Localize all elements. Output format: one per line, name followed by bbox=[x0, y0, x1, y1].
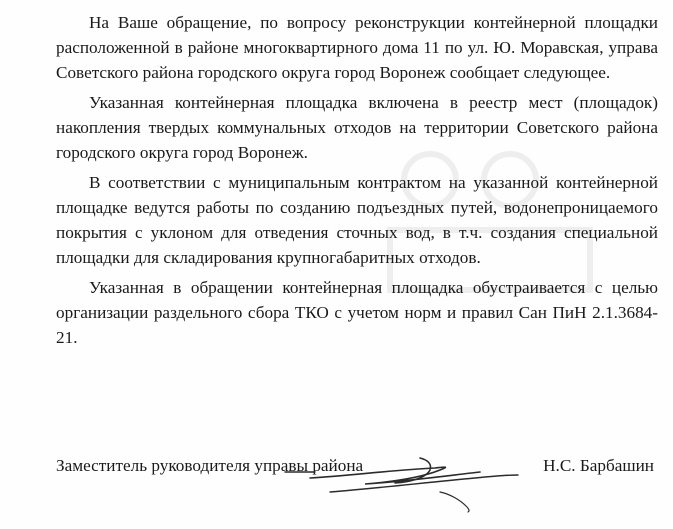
handwritten-signature bbox=[270, 448, 570, 518]
letter-body bbox=[56, 10, 658, 355]
signatory-title: Заместитель руководителя управы района bbox=[56, 456, 364, 475]
signatory-name: Н.С. Барбашин bbox=[543, 456, 654, 475]
paragraph-registry: Указанная контейнерная площадка включена в реестр мест (площадок) накопления твердых коммунальных отходов на территории Советского района городского округа город Воронеж. bbox=[56, 93, 658, 162]
paragraph-contract-works: В соответствии с муниципальным контрактом на указанной контейнерной площадке ведутся работы по созданию подъездных путей, водонепроницаемого покрытия с уклоном для отведения сточных вод, в т.ч. создания специальной площадки для складирования крупногабаритных отходов. bbox=[56, 173, 658, 267]
paragraph-request: На Ваше обращение, по вопросу реконструкции контейнерной площадки расположенной в районе многоквартирного дома 11 по ул. Ю. Моравская, управа Советского района городского округа город Воронеж сообщает следующее. bbox=[56, 13, 658, 82]
paragraph-separate-collection: Указанная в обращении контейнерная площадка обустраивается с целью организации раздельного сбора ТКО с учетом норм и правил Сан ПиН 2.1.3684-21. bbox=[56, 278, 658, 347]
